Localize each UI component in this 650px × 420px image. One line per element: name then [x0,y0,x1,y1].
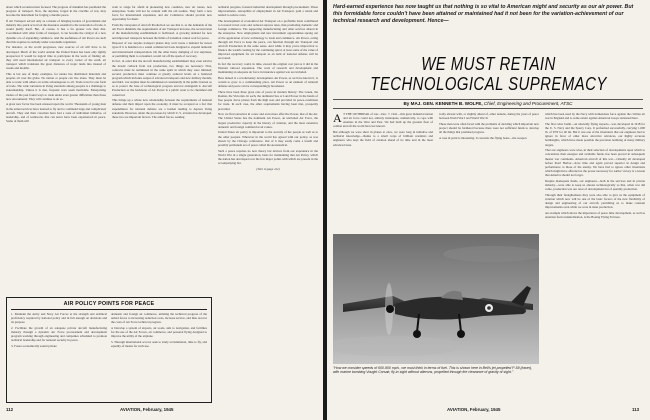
paragraph: From the viewpoint of Aircraft Production we see that it, as the demands of the Air Force diminish, the requirements of Air Transport increase, the reconversion of the manufacturing establishment is facilitated. A growing demand for new and improved transports between the limits of transition cannot wait for peace. [112,23,212,40]
policy-point: domestic and foreign air commerce, utilizing the technical progress of the armed forces to increasing reduction costs, increase service, and thus recover the costs of Air Force technical progress. [111,312,207,325]
author-name: By MAJ. GEN. KENNETH B. WOLFE, [403,101,483,106]
page-number-right: 113 [632,407,640,412]
paragraph: For instance, as the world progresses, new sources of oil will have to be developed. Much of the world outside the United States has been only lightly prospected. It would be logical time to participate in the work of finding oil, they will need international air transport to every corner of the earth, air transport which translates the great distances of tropic lands into instead of weeks and months. [6,45,106,71]
article-intro: Hard-earned experience has now taught us that nothing is so vital to American might and security as our air power. But this formidable force couldn't have been attained or maintained had it not been for the variation-achievement of our technical research and development. Hence— [333,4,634,24]
right-page [327,0,650,420]
air-policy-box [6,297,212,403]
divider [11,309,207,310]
byline [333,101,643,106]
paragraph: An example which shows the importance of peace time development, as well as attention from standardization, is the Boeing Flying Fortress. [545,210,645,220]
continued-note: (Turn to page 412) [256,166,280,171]
paragraph: Through their farsightedness they were also able to give us the equipment of aviation which now will be one of the basic factors of the new flexibility of design and engineering of our aircraft, permitting us to make constant improvements even while we were in mass production. [545,192,645,210]
drop-cap: A [333,112,342,125]
policy-column-1 [11,312,107,400]
right-column-1 [333,112,433,232]
left-column-2 [112,5,212,295]
divider [333,108,643,109]
policy-point: 2. Facilitate the growth of an adequate private aircraft manufacturing industry through a dynamic Air Force procurement and development program working through engineering and companies scheduled to promote technical leadership and for national security in peace. [11,325,107,343]
paragraph: A T THE OUTBREAK of war—Dec. 7, 1941—this great industrial nation and air force could not, entirely inadequate, numerically, to cope with enemies in the West and East. We had built up the greatest fleet of combat aircraft the world had ever known. [333,112,433,129]
page-number-left: 112 [6,407,14,412]
paragraph: But although we were short in planes at once, we were long in initiative and technical knowledge—thanks to a small corps of brilliant scientists and engineers who kept the field of aviation ahead of its time and in the most advanced state. [333,130,433,147]
author-title: Chief, Engineering and Procurement, ATSC [483,101,573,106]
aircraft-photo-graphic [333,234,539,364]
right-column-2 [439,112,539,232]
paragraph: The first robot bomb—an unwieldy flying torpedo—was developed in 1918 for the U. S. Navy and the Sperry Corp. It performed successfully, carrying 1,000 lb. of TNT for 40 mi. But it was one of the inventions that our engineers had to ignore in favor of other more attractive advances, our highly accurate bombsights, which have made possible the precision bombing of many military targets. [545,121,645,147]
headline-line-1: WE MUST RETAIN [421,53,556,76]
divider [333,99,643,100]
paragraph: United States air policy is important to the security of her people as well as to the other peoples. Wherever in the world has agreed with our policy, as was shown by the Chicago conference. Out of it may easily come a fourth and possibly permanent era of peace called the Aeronautical. [218,130,318,147]
paragraph: If Air Transport served only as a means of bringing leaders of government and industry into quick accord on the measures essential to the restoration of trade, it would justify itself. But, of course, it has a far greater role than that. Coordinated with other forms of transport, it can become the catalyst of a new dynamic era of expanding commerce. And the usefulness of Air Power are such that this requires no subsidy under reasonable regulation. [6,18,106,44]
left-column-3 [218,5,318,405]
paragraph: This brings up a whole new relationship between the requirements of national defense and their impact upon the economy. It must be accepted as a fact that expenditures for national defense are a burden tending to depress living standards. However, under the processes by which U. S. aviation has developed, these two are important factors. The armed forces, seeking [112,98,212,119]
paragraph: There have been three great eras of peace in modern history: The Greek, the Roman, the Victorian. In each, the dominant Sea or Land Power in the hands of free people drove pirates from the high seas and provided its peace-conditions for trade. In each case, the other requirements having been met, prosperity prevailed. [218,89,318,111]
paragraph: ically abreast with, or slightly ahead of, other nations, during the years of peace between World War I and World War II. [439,112,539,121]
paragraph: In fact the recovery could, in time, exceed the original cost just as it did in the Western railroad expansion. The costs of research and development and maintaining an adequate air force in insurance against war are included. [218,62,318,75]
paragraph: The development of economical Air Transport on a profitable basis contributed to lowered travel costs and reduced express rates, thus promoting domestic and foreign commerce. The supporting manufacturing and other services shared in the enterprise. New employment and new investment opportunities sprang out of the application of new technology to trade and commerce. Air Power, acting through Air Force to keep the peace, can function through Air Transport and Aircraft Production in the same sense. And while it may prove impractical to finance the wealth creating by the continuing spiral, at least some of the value of improved equipment for air transport as an item of national defense will be recovered. [218,18,318,61]
paragraph: A case in point is interesting. It concerns the flying boats—the weapon [439,135,527,140]
paragraph: Despite inadequate funds, our engineers—both in the services and in private industry—were able to keep us abreast technologically so that, when war did come, production was our once of development but of quantity production. [545,178,645,192]
paragraph: This is but one of many examples, for nature has distributed materials and peoples all over the globe. No nation or people can live alone. They must be able to trade with others on terms advantageous to all. Trade travel is one form of trade. The wide variations in living standards among peoples is a challenge to statesmanship. Unless it is met, frequent wars seem inevitable. Enterprising traders of the past found ways to trade under even greater difficulties than those now encountered. They will continue to do so. [6,71,106,101]
paragraph: A great new factor has been released upon the world. Thousands of young men in the armed services have learned to fly and to command large and complicated aircraft. They and their crewmen have had a taste of individual initiative, of leadership, and of teamwork, that can never have been experienced in peace. Some of them will [6,102,106,124]
left-column-1 [6,5,106,295]
paragraph: In fact, in order that the aircraft manufacturing establishment may even survive the drastic cutback from war production, two things are necessary: First, contracts must be terminated in the same spirit in which they were initiated; second, production must continue at greatly reduced levels on a balanced program which includes output of advanced transports and new military models; and third, war surplus must be administered consistently in the public interest so as to protect the base of technological progress and not extinguish it. Aircraft Production as the backbone of Air Power is a public asset to be cherished and conserved. [112,59,212,97]
corsair-aircraft-photo [333,234,539,364]
paragraph: These men were often faced with the problems of deciding which important new project should be furthered because there were not sufficient funds to develop all the things that promised progress. [439,121,539,135]
right-column-3 [545,112,645,407]
paragraph: Such a peace requires no new theory but devices from our experience in the World War in a single generation, basis for maintaining that Air Policy, which the nation has developed over the few major points with which are present in the accompanying list. [218,148,318,165]
paragraph: Disposal of war surplus transport planes may well create a demand for newer types if it is handled on a sound commercial basis designed to expand domestic and international transportation. On the other hand, dumping of war surpluses, or permitting them to consumed, would cut off the spark of recovery. [112,41,212,58]
policy-point: 1. Maintain the Army and Navy Air Forces at the strength and technical proficiency required by national policy and in full enough on decisions and its purpose. [11,312,107,325]
footer-right: AVIATION, February, 1945 [447,407,501,412]
policy-point: 5. Through international accord, seek to study accumulation, time to fly, and equality of means for such use. [111,339,207,349]
photo-caption: "How we consider speeds of 600-900 mph., we must think in terms of fuel. This is shown here in Bell's jet-propelled P-59 (lower), with marine bombing Vought Corsair, fly-in sight without ailerons, propelled through the clearance of gravity of sight." [333,366,533,375]
left-page [0,0,323,420]
paragraph: That our engineers were wise, in their selection of developments upon which to concentrate their energies and available funds, has been proved in subsequent theater war continents. American aircraft of this war—virtually all developed before Pearl Harbor—have time and again proved superior in design and performance to those of the enemy. We have had to ignore other inventions which might have afforded us the power necessary for earlier victory is a lesson that America should not forget. [545,148,645,178]
footer-left: AVIATION, February, 1945 [120,407,174,412]
paragraph: want to range far afield in pioneering new countries, new air routes, new enterprises. Some will not be content with the old routine. They form a new force for international expansion, and Air Commerce should provide new opportunity for them. [112,5,212,22]
headline-line-2: TECHNOLOGICAL SUPREMACY [370,73,607,96]
policy-point: 4. Develop a system of airports, air roads, aids to navigation, and facilities for the use of the Air Forces, air commerce, and personal flying designed to improve the utility of the airplane. [111,325,207,339]
paragraph: Now we find ourselves in a new and even more effective Power, that of the Air. The United States has the dominant Air Power, an unrivaled Air Force, the largest productive capacity in the history of aviation, and the most extensive domestic and foreign commercial air routes. [218,112,318,129]
policy-box-title: AIR POLICY POINTS FOR PEACE [63,301,155,307]
policy-column-2 [111,312,207,400]
paragraph: technical progress, fostered industrial development through procurement. These improvements, susceptible of employment in Air Transport, paid a return and tended to reduce costs. [218,5,318,18]
policy-point: 3. Foster economically sound private [11,344,57,349]
paragraph: Here indeed is a revolutionary development. Air Power, as we have known it, is certain to grow to a commanding place. Air Power as an element of national defense and peace can be correspondingly broadened. [218,76,318,89]
paragraph: which has been used by the Navy with tremendous force against the civilian air war in England and to some extent against American troops stationed there. [545,112,645,121]
paragraph: about which reconstruction focused. The progress of mankind has paralleled the progress of transport. Now, the airplane, forged in the crucible of war, may become the instrument for forging a durable peace. [6,5,106,18]
